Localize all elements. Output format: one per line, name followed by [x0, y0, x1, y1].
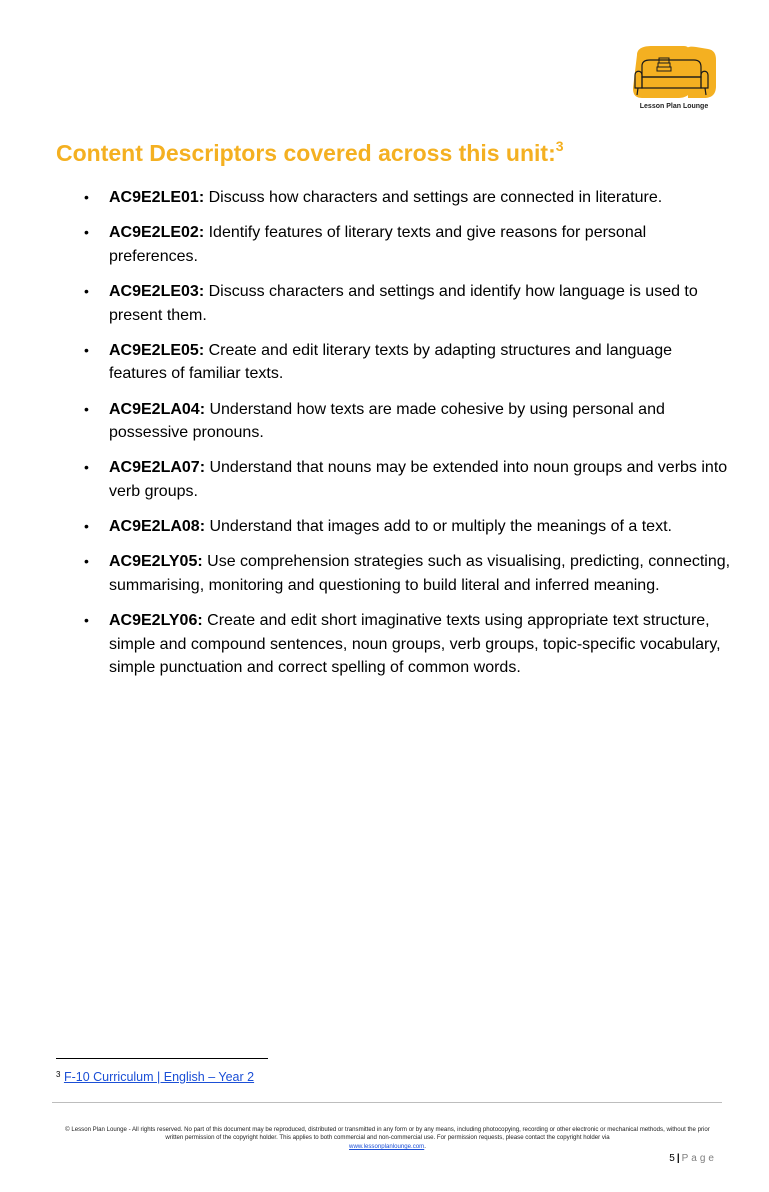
descriptor-code: AC9E2LE02:	[109, 224, 205, 242]
descriptor-code: AC9E2LA08:	[109, 518, 206, 536]
footnote-divider	[56, 1058, 268, 1059]
brand-logo	[628, 44, 720, 114]
descriptor-code: AC9E2LE03:	[109, 282, 205, 300]
descriptor-text: Discuss how characters and settings are connected in literature.	[204, 189, 663, 206]
list-item	[84, 221, 734, 268]
logo-text: Lesson Plan Lounge	[639, 103, 709, 110]
descriptor-text: Create and edit short imaginative texts using appropriate text structure, simple and compound sentences, noun groups, verb groups, topic-specific vocabulary, simple punctuation and correct spelling of common words.	[109, 612, 721, 677]
descriptor-text: Identify features of literary texts and give reasons for personal preferences.	[109, 224, 647, 265]
list-item	[84, 186, 734, 210]
website-link[interactable]: www.lessonplanlounge.com	[349, 1142, 425, 1150]
page-separator: |	[676, 1153, 680, 1164]
footnote-reference: 3	[555, 138, 564, 154]
list-item	[84, 398, 734, 445]
descriptor-code: AC9E2LA04:	[109, 400, 206, 418]
list-item	[84, 515, 734, 539]
footer-divider	[52, 1102, 722, 1103]
descriptor-text: Understand that images add to or multiply the meanings of a text.	[205, 518, 672, 536]
page-title	[56, 140, 564, 167]
descriptor-code: AC9E2LY05:	[109, 553, 203, 571]
list-item	[84, 609, 734, 680]
website-suffix: .	[424, 1142, 426, 1150]
descriptor-code: AC9E2LY06:	[109, 612, 203, 630]
couch-icon	[628, 44, 720, 102]
page-title-text: Content Descriptors covered across this unit:	[56, 140, 556, 166]
descriptor-text: Discuss characters and settings and identify how language is used to present them.	[109, 282, 698, 324]
list-item	[84, 456, 734, 503]
curriculum-link[interactable]: F-10 Curriculum | English – Year 2	[63, 1070, 255, 1084]
descriptor-text: Understand how texts are made cohesive by using personal and possessive pronouns.	[109, 400, 665, 442]
descriptor-code: AC9E2LA07:	[109, 459, 206, 477]
list-item	[84, 339, 734, 386]
descriptor-text: Use comprehension strategies such as visualising, predicting, connecting, summarising, monitoring and questioning to build literal and inferred meaning.	[109, 553, 731, 594]
footnote	[56, 1070, 254, 1084]
page-number	[669, 1153, 717, 1164]
list-item	[84, 550, 734, 597]
descriptor-text: Create and edit literary texts by adapting structures and language features of familiar texts.	[109, 341, 672, 383]
page-number-value: 5	[669, 1153, 675, 1164]
footnote-number: 3	[56, 1070, 61, 1079]
descriptor-code: AC9E2LE05:	[109, 341, 205, 359]
descriptor-code: AC9E2LE01:	[109, 189, 205, 206]
list-item	[84, 280, 734, 327]
descriptor-text: Understand that nouns may be extended into noun groups and verbs into verb groups.	[109, 459, 728, 500]
copyright-notice	[60, 1126, 715, 1151]
page-word: Page	[681, 1153, 717, 1164]
content-descriptor-list	[84, 186, 734, 691]
copyright-text: © Lesson Plan Lounge - All rights reserved. No part of this document may be reproduced, distributed or transmitted in any form or by any means, including photocopying, recording or other electronic or mechanical methods, without the prior written permission of the copyright holder. This applies to both commercial and non-commercial use. For permission requests, please contact the copyright holder via	[65, 1126, 710, 1142]
